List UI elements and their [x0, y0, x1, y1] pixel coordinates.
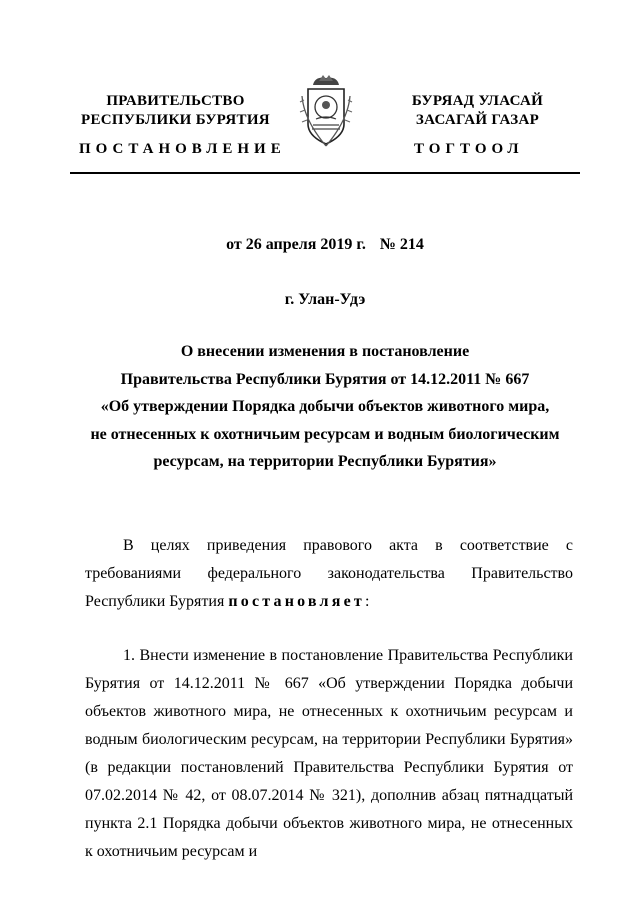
document-date: от 26 апреля 2019 г. [226, 236, 366, 253]
item-1-paragraph: 1. Внести изменение в постановление Правительства Республики Бурятия от 14.12.2011 № 667 «Об утверждении Порядка добычи объектов животного мира, не отнесенных к охотничьим ресурсам и водным биологическим ресурсам, на территории Республики Бурятия» (в редакции постановлений Правительства Республики Бурятия от 07.02.2014 № 42, от 08.07.2014 № 321), дополнив абзац пятнадцатый пункта 2.1 Порядка добычи объектов животного мира, не отнесенных к охотничьим ресурсам и [85, 647, 573, 860]
intro-paragraph [85, 532, 573, 616]
title-line-2: Правительства Республики Бурятия от 14.12.2011 № 667 [120, 370, 530, 388]
title-line-4: не отнесенных к охотничьим ресурсам и водным биологическим [90, 425, 560, 443]
header-left-line1: ПРАВИТЕЛЬСТВО [106, 93, 245, 109]
title-line-5: ресурсам, на территории Республики Бурятия» [153, 453, 497, 470]
resolves-word: постановляет [228, 593, 365, 610]
intro-text: В целях приведения правового акта в соответствие с требованиями федерального законодательства Правительство Республики Бурятия [85, 537, 573, 610]
header-divider [70, 172, 580, 174]
document-number: № 214 [379, 236, 424, 253]
doc-type-buryat: ТОГТООЛ [414, 141, 524, 157]
header-left-line2: РЕСПУБЛИКИ БУРЯТИЯ [81, 112, 270, 128]
header-right-line2: ЗАСАГАЙ ГАЗАР [415, 112, 540, 128]
title-line-1: О внесении изменения в постановление [180, 343, 470, 360]
header-right-line1: БУРЯАД УЛАСАЙ [411, 93, 544, 109]
coat-of-arms-emblem [299, 72, 353, 152]
header-right-block [390, 92, 565, 130]
date-number-line [60, 236, 590, 254]
document-city: г. Улан-Удэ [284, 291, 366, 308]
document-title [60, 338, 590, 476]
doc-type-russian: ПОСТАНОВЛЕНИЕ [79, 141, 286, 157]
resolves-colon: : [364, 593, 370, 610]
header-left-block [78, 92, 273, 130]
title-line-3: «Об утверждении Порядка добычи объектов животного мира, [100, 398, 550, 415]
